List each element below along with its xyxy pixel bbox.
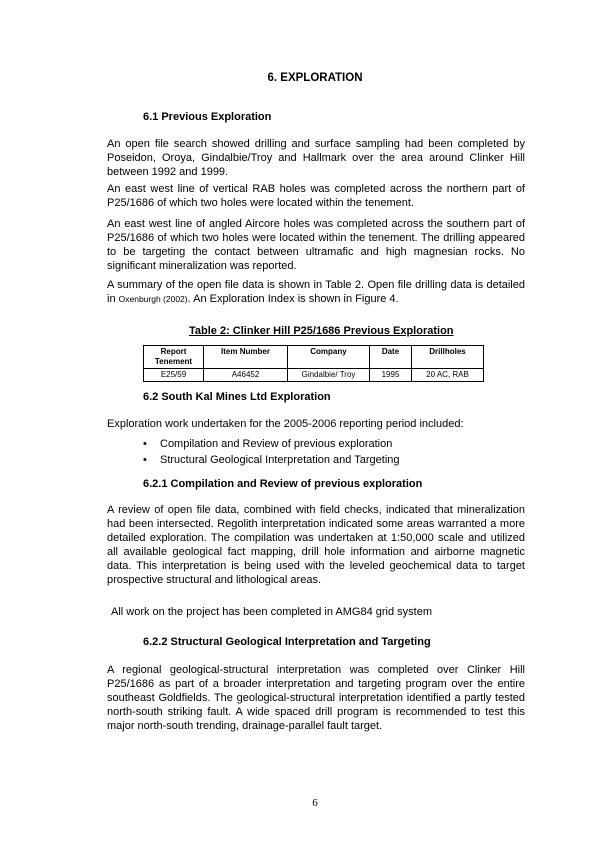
list-item-text: Compilation and Review of previous exploration [160,438,393,450]
table-row [144,369,484,382]
table-caption: Table 2: Clinker Hill P25/1686 Previous Exploration [189,325,454,337]
cell-drillholes: 20 AC, RAB [412,369,484,382]
heading-compilation-review: 6.2.1 Compilation and Review of previous exploration [143,478,423,490]
summary-text-b: . An Exploration Index is shown in Figure 4. [187,293,399,305]
cell-date: 1995 [370,369,412,382]
list-item [143,452,400,468]
page-number: 6 [312,797,318,809]
col-header-drillholes: Drillholes [412,346,484,369]
section-title: 6. EXPLORATION [267,72,363,84]
paragraph-review-open-file: A review of open file data, combined with field checks, indicated that mineralization had been intersected. Regolith interpretation indicated some areas warranted a more detailed exploration. The compilation was undertaken at 1:50,000 scale and utilized all available geological fact mapping, drill hole information and airborne magnetic data. This interpretation is being used with the leveled geochemical data to target prospective structural and lithological areas. [107,504,525,586]
cell-item-number: A46452 [204,369,288,382]
reference-citation: Oxenburgh (2002) [118,294,188,304]
work-list [143,436,400,468]
heading-south-kal-exploration: 6.2 South Kal Mines Ltd Exploration [143,391,331,403]
cell-report-tenement: E25/59 [144,369,204,382]
summary-text-a: A summary of the open file data is shown in Table 2. Open file drilling data is detailed in [107,279,525,305]
paragraph-amg84: All work on the project has been completed in AMG84 grid system [111,606,432,618]
col-header-company: Company [288,346,370,369]
cell-company: Gindalbie/ Troy [288,369,370,382]
col-header-date: Date [370,346,412,369]
paragraph-regional-interpretation: A regional geological-structural interpretation was completed over Clinker Hill P25/1686 as part of a broader interpretation and targeting program over the entire southeast Goldfields. The geological-structural interpretation identified a partly tested north-south striking fault. A wide spaced drill program is recommended to test this major north-south trending, drainage-parallel fault target. [107,664,525,732]
paragraph-summary [107,278,525,306]
paragraph-open-file-search: An open file search showed drilling and surface sampling had been completed by Poseidon, Oroya, Gindalbie/Troy and Hallmark over the area around Clinker Hill between 1992 and 1999. [107,138,525,178]
col-header-report-tenement: Report Tenement [144,346,204,369]
list-item [143,436,400,452]
heading-previous-exploration: 6.1 Previous Exploration [143,111,272,123]
list-item-text: Structural Geological Interpretation and Targeting [160,454,400,466]
col-header-item-number: Item Number [204,346,288,369]
bullet-icon: • [143,454,147,466]
paragraph-aircore-holes: An east west line of angled Aircore holes was completed across the southern part of P25/1686 of which two holes were located within the tenement. The drilling appeared to be targeting the contact between ultramafic and high magnesian rocks. No significant mineralization was reported. [107,218,525,272]
table-header-row [144,346,484,369]
paragraph-work-undertaken: Exploration work undertaken for the 2005-2006 reporting period included: [107,418,464,430]
previous-exploration-table [143,345,484,382]
paragraph-rab-holes: An east west line of vertical RAB holes was completed across the northern part of P25/1686 of which two holes were located within the tenement. [107,183,525,209]
heading-structural-interpretation: 6.2.2 Structural Geological Interpretation and Targeting [143,636,431,648]
bullet-icon: • [143,438,147,450]
